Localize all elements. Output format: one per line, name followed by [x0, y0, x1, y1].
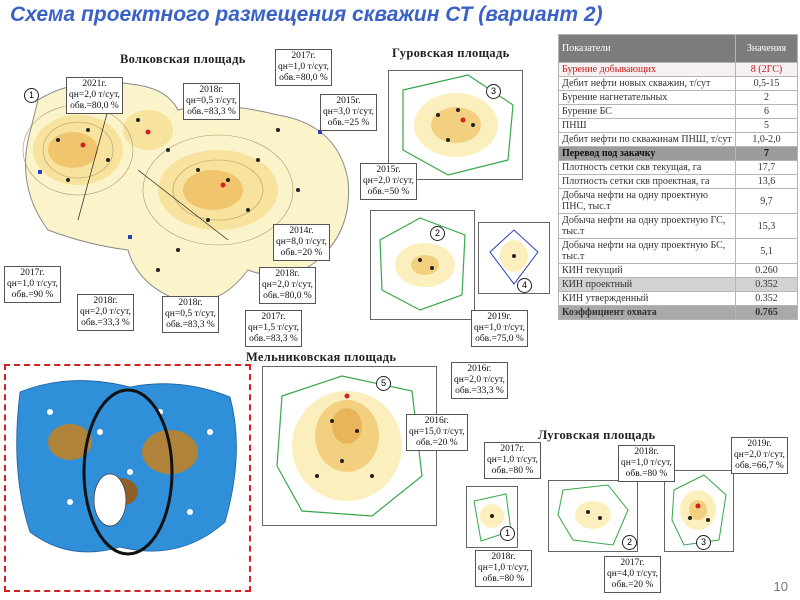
- well-callout: 2015г. qн=2,0 т/сут, обв.=50 %: [360, 163, 417, 200]
- table-cell-param: Добыча нефти на одну проектную ПНС, тыс.т: [559, 189, 736, 214]
- table-row: [559, 239, 798, 264]
- table-cell-param: Дебит нефти новых скважин, т/сут: [559, 77, 736, 91]
- well-callout: 2018г. qн=1,0 т/сут, обв.=80 %: [618, 445, 675, 482]
- table-cell-param: Добыча нефти на одну проектную БС, тыс.т: [559, 239, 736, 264]
- table-row: [559, 77, 798, 91]
- map-number-badge: 1: [500, 526, 515, 541]
- table-cell-value: 9,7: [736, 189, 798, 214]
- well-callout: 2018г. qн=0,5 т/сут, обв.=83,3 %: [162, 296, 219, 333]
- table-row: [559, 278, 798, 292]
- table-cell-value: 0.352: [736, 292, 798, 306]
- table-cell-param: КИН текущий: [559, 264, 736, 278]
- map-number-badge: 4: [517, 278, 532, 293]
- map-number-badge: 1: [24, 88, 39, 103]
- well-callout: 2017г. qн=1,0 т/сут, обв.=90 %: [4, 266, 61, 303]
- table-cell-value: 7: [736, 147, 798, 161]
- table-row: [559, 292, 798, 306]
- area-title-gurovskaya: Гуровская площадь: [392, 46, 510, 60]
- well-callout: 2018г. qн=2,0 т/сут, обв.=80,0 %: [259, 267, 316, 304]
- overview-map: [10, 372, 248, 572]
- area-title-volkovskaya: Волковская площадь: [120, 52, 246, 66]
- map-number-badge: 3: [486, 84, 501, 99]
- map-number-badge: 5: [376, 376, 391, 391]
- table-cell-value: 6: [736, 105, 798, 119]
- table-cell-param: Добыча нефти на одну проектную ГС, тыс.т: [559, 214, 736, 239]
- indicators-table: [558, 34, 798, 424]
- slide-title: Схема проектного размещения скважин СТ (вариант 2): [10, 3, 603, 26]
- table-cell-value: 0.352: [736, 278, 798, 292]
- table-cell-value: 0.260: [736, 264, 798, 278]
- table-cell-value: 1,0-2,0: [736, 133, 798, 147]
- table-cell-value: 17,7: [736, 161, 798, 175]
- col-header-value: Значения: [736, 35, 798, 63]
- well-callout: 2016г. qн=15,0 т/сут, обв.=20 %: [406, 414, 468, 451]
- table-cell-value: 13,6: [736, 175, 798, 189]
- map-number-badge: 2: [430, 226, 445, 241]
- table-cell-value: 15,3: [736, 214, 798, 239]
- table-row: [559, 161, 798, 175]
- area-4-map: [478, 222, 550, 294]
- table-row: [559, 119, 798, 133]
- table-cell-param: Бурение добывающих: [559, 63, 736, 77]
- table-row: [559, 133, 798, 147]
- well-callout: 2017г. qн=1,5 т/сут, обв.=83,3 %: [245, 310, 302, 347]
- well-callout: 2018г. qн=2,0 т/сут, обв.=33,3 %: [77, 294, 134, 331]
- table-cell-value: 0,5-15: [736, 77, 798, 91]
- well-callout: 2019г. qн=2,0 т/сут, обв.=66,7 %: [731, 437, 788, 474]
- well-callout: 2017г. qн=4,0 т/сут, обв.=20 %: [604, 556, 661, 593]
- area-title-melnikovskaya: Мельниковская площадь: [246, 350, 397, 364]
- table-cell-param: Плотность сетки скв текущая, га: [559, 161, 736, 175]
- table-cell-param: Плотность сетки скв проектная, га: [559, 175, 736, 189]
- table-cell-param: Бурение нагнетательных: [559, 91, 736, 105]
- table-row: [559, 175, 798, 189]
- map-number-badge: 3: [696, 535, 711, 550]
- table-row: [559, 147, 798, 161]
- table-cell-value: 2: [736, 91, 798, 105]
- table-row: [559, 264, 798, 278]
- table-row: [559, 214, 798, 239]
- table-row: [559, 306, 798, 320]
- well-callout: 2018г. qн=0,5 т/сут, обв.=83,3 %: [183, 83, 240, 120]
- table-cell-value: 0.765: [736, 306, 798, 320]
- well-callout: 2018г. qн=1,0 т/сут, обв.=80 %: [475, 550, 532, 587]
- table-cell-param: Коэффициент охвата: [559, 306, 736, 320]
- well-callout: 2017г. qн=1,0 т/сут, обв.=80,0 %: [275, 49, 332, 86]
- col-header-param: Показатели: [559, 35, 736, 63]
- table-cell-param: ПНШ: [559, 119, 736, 133]
- well-callout: 2019г. qн=1,0 т/сут, обв.=75,0 %: [471, 310, 528, 347]
- well-callout: 2017г. qн=1,0 т/сут, обв.=80 %: [484, 442, 541, 479]
- page-number: 10: [773, 579, 788, 594]
- well-callout: 2015г. qн=3,0 т/сут, обв.=25 %: [320, 94, 377, 131]
- table-row: [559, 189, 798, 214]
- table-row: [559, 91, 798, 105]
- table-row: [559, 63, 798, 77]
- well-callout: 2014г. qн=8,0 т/сут, обв.=20 %: [273, 224, 330, 261]
- table-cell-value: 8 (2ГС): [736, 63, 798, 77]
- map-number-badge: 2: [622, 535, 637, 550]
- area-title-lugovskaya: Луговская площадь: [538, 428, 656, 442]
- table-cell-param: Бурение БС: [559, 105, 736, 119]
- table-cell-param: КИН утвержденный: [559, 292, 736, 306]
- table-cell-value: 5,1: [736, 239, 798, 264]
- area-2-map: [370, 210, 475, 320]
- table-cell-param: Перевод под закачку: [559, 147, 736, 161]
- table-row: [559, 105, 798, 119]
- table-cell-value: 5: [736, 119, 798, 133]
- well-callout: 2021г. qн=2,0 т/сут, обв.=80,0 %: [66, 77, 123, 114]
- table-cell-param: Дебит нефти по скважинам ПНШ, т/сут: [559, 133, 736, 147]
- well-callout: 2016г. qн=2,0 т/сут, обв.=33,3 %: [451, 362, 508, 399]
- table-cell-param: КИН проектный: [559, 278, 736, 292]
